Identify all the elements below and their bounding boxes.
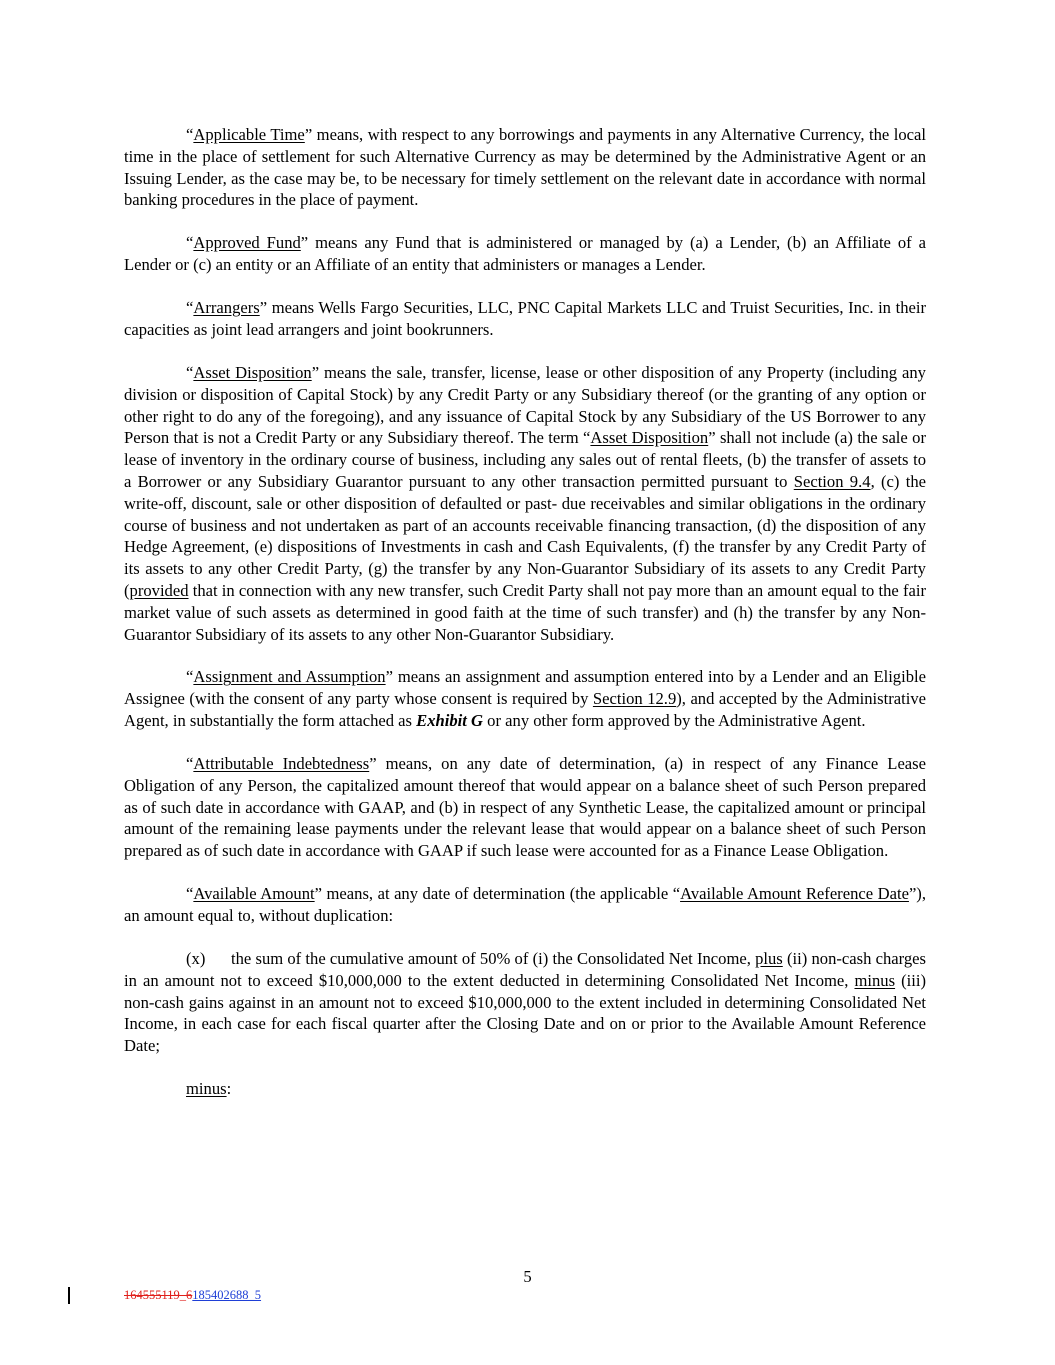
minus-word: minus [186, 1079, 227, 1099]
defined-term: Asset Disposition [193, 362, 312, 382]
change-bar [68, 1287, 70, 1304]
plus-word: plus [755, 949, 783, 969]
definition-attributable-indebtedness: “Attributable Indebtedness” means, on any date of determination, (a) in respect of any Finance Lease Obligation of any Person, the capitalized amount thereof that would appear on a balance sheet of such Person prepared as of such date in accordance with GAAP, and (b) in respect of any Synthetic Lease, the capitalized amount or principal amount of the remaining lease payments under the relevant lease that would appear on a balance sheet of such Person prepared as of such date in accordance with GAAP if such lease were accounted for as a Finance Lease Obligation. [124, 754, 926, 861]
doc-id-inserted: 185402688_5 [192, 1288, 262, 1302]
defined-term-repeat: Asset Disposition [590, 428, 709, 448]
minus-colon: : [226, 1079, 232, 1099]
section-reference: Section 9.4 [793, 471, 871, 491]
definition-text: ” shall not include (a) the sale or lease of inventory in the ordinary course of business, including any sales out of rental fleets, (b) the transfer of assets to a Borrower or any Subsidiary Guarantor pursuant to any other transaction permitted pursuant to [124, 428, 926, 491]
defined-term: Applicable Time [193, 125, 305, 144]
clause-text: the sum of the cumulative amount of 50% of (i) the Consolidated Net Income, [231, 949, 756, 969]
definition-text: ” means, at any date of determination (the applicable “ [314, 884, 681, 904]
minus-word: minus [854, 970, 896, 990]
defined-term: Attributable Indebtedness [193, 754, 370, 774]
defined-term: Available Amount [193, 884, 315, 904]
proviso-word: provided [129, 580, 189, 600]
defined-term: Assignment and Assumption [193, 667, 386, 687]
clause-letter: g [373, 559, 383, 579]
doc-id-deleted: 164555119_6 [124, 1288, 193, 1302]
definition-available-amount: “Available Amount” means, at any date of determination (the applicable “Available Amount Reference Date”), an amount equal to, without duplication: [124, 884, 926, 926]
section-reference: Section 12.9 [592, 689, 677, 709]
exhibit-reference: Exhibit G [416, 711, 484, 731]
definition-asset-disposition: “Asset Disposition” means the sale, transfer, license, lease or other disposition of any Property (including any division or disposition of Capital Stock) by any Credit Party or any Subsidiary thereof (or the granting of any option or other right to do any of the foregoing), and any issuance of Capital Stock by any Subsidiary of the US Borrower to any Person that is not a Credit Party or any Subsidiary thereof. The term “Asset Disposition” shall not include (a) the sale or lease of inventory in the ordinary course of business, including any sales out of rental fleets, (b) the transfer of assets to a Borrower or any Subsidiary Guarantor pursuant to any other transaction permitted pursuant to Section 9.4, (c) the write-off, discount, sale or other disposition of defaulted or past- due receivables and similar obligations in the ordinary course of business and not undertaken as part of an accounts receivable financing transaction, (d) the disposition of any Hedge Agreement, (e) dispositions of Investments in cash and Cash Equivalents, (f) the transfer by any Credit Party of its assets to any other Credit Party, (g) the transfer by any Non-Guarantor Subsidiary of its assets to any Credit Party (provided that in connection with any new transfer, such Credit Party shall not pay more than an amount equal to the fair market value of such assets as determined in good faith at the time of such transfer) and (h) the transfer by any Non-Guarantor Subsidiary of its assets to any other Non-Guarantor Subsidiary. [124, 362, 926, 644]
definition-text: ” means any Fund that is administered or managed by (a) a Lender, (b) an Affiliate of a Lender or (c) an entity or an Affiliate of an entity that administers or manages a Lender. [124, 233, 926, 275]
clause-text: (ii) non-cash charges in an amount not to exceed $10,000,000 to the extent deducted in determining Consolidated Net Income, [124, 949, 926, 990]
defined-term-nested: Available Amount Reference Date [680, 884, 909, 904]
defined-term: Arrangers [193, 298, 260, 318]
definition-text: ) the transfer by any Non-Guarantor Subsidiary of its assets to any Credit Party ( [124, 559, 926, 600]
definition-text: ”), an amount equal to, without duplication: [124, 884, 926, 926]
defined-term: Approved Fund [193, 233, 301, 253]
document-body [124, 124, 926, 1121]
definition-text: ” means Wells Fargo Securities, LLC, PNC Capital Markets LLC and Truist Securities, Inc. in their capacities as joint lead arrangers and joint bookrunners. [124, 298, 926, 339]
page-number: 5 [523, 1267, 532, 1286]
clause-x [124, 948, 926, 1057]
definition-approved-fund: “Approved Fund” means any Fund that is administered or managed by (a) a Lender, (b) an Affiliate of a Lender or (c) an entity or an Affiliate of an entity that administers or manages a Lender. [124, 233, 926, 275]
definition-text: ” means an assignment and assumption entered into by a Lender and an Eligible Assignee (with the consent of any party whose consent is required by [124, 667, 926, 709]
minus-line [124, 1078, 926, 1100]
clause-label: (x) [186, 949, 206, 969]
definition-text: ” means the sale, transfer, license, lease or other disposition of any Property (including any division or disposition of Capital Stock) by any Credit Party or any Subsidiary thereof (or the granting of any option or other right to do any of the foregoing), and any issuance of Capital Stock by any Subsidiary of the US Borrower to any Person that is not a Credit Party or any Subsidiary thereof. The term “ [124, 362, 926, 448]
definition-text: ” means, on any date of determination, (a) in respect of any Finance Lease Obligation of any Person, the capitalized amount thereof that would appear on a balance sheet of such Person prepared as of such date in accordance with GAAP, and (b) in respect of any Synthetic Lease, the capitalized amount or principal amount of the remaining lease payments under the relevant lease that would appear on a balance sheet of such Person prepared as of such date in accordance with GAAP if such lease were accounted for as a Finance Lease Obligation. [124, 754, 926, 861]
definition-arrangers: “Arrangers” means Wells Fargo Securities, LLC, PNC Capital Markets LLC and Truist Securities, Inc. in their capacities as joint lead arrangers and joint bookrunners. [124, 298, 926, 339]
definition-text: ), and accepted by the Administrative Agent, in substantially the form attached as [124, 689, 926, 731]
definition-text: , (c) the write-off, discount, sale or other disposition of defaulted or past- due receivables and similar obligations in the ordinary course of business and not undertaken as part of an accounts receivable financing transaction, (d) the disposition of any Hedge Agreement, (e) dispositions of Investments in cash and Cash Equivalents, (f) the transfer by any Credit Party of its assets to any other Credit Party, ( [124, 471, 926, 579]
clause-text: (iii) non-cash gains against in an amount not to exceed $10,000,000 to the extent included in determining Consolidated Net Income, in each case for each fiscal quarter after the Closing Date and on or prior to the Available Amount Reference Date; [124, 970, 926, 1056]
definition-text: that in connection with any new transfer, such Credit Party shall not pay more than an amount equal to the fair market value of such assets as determined in good faith at the time of such transfer) and (h) the transfer by any Non-Guarantor Subsidiary of its assets to any other Non-Guarantor Subsidiary. [124, 580, 926, 644]
definition-text: or any other form approved by the Administrative Agent. [483, 711, 866, 731]
definition-assignment-and-assumption: “Assignment and Assumption” means an assignment and assumption entered into by a Lender and an Eligible Assignee (with the consent of any party whose consent is required by Section 12.9), and accepted by the Administrative Agent, in substantially the form attached as Exhibit G or any other form approved by the Administrative Agent. [124, 667, 926, 731]
definition-text: ” means, with respect to any borrowings and payments in any Alternative Currency, the local time in the place of settlement for such Alternative Currency as may be determined by the Administrative Agent or an Issuing Lender, as the case may be, to be necessary for timely settlement on the relevant date in accordance with normal banking procedures in the place of payment. [124, 125, 926, 210]
document-id [124, 1288, 261, 1303]
definition-applicable-time: “Applicable Time” means, with respect to any borrowings and payments in any Alternative Currency, the local time in the place of settlement for such Alternative Currency as may be determined by the Administrative Agent or an Issuing Lender, as the case may be, to be necessary for timely settlement on the relevant date in accordance with normal banking procedures in the place of payment. [124, 125, 926, 210]
